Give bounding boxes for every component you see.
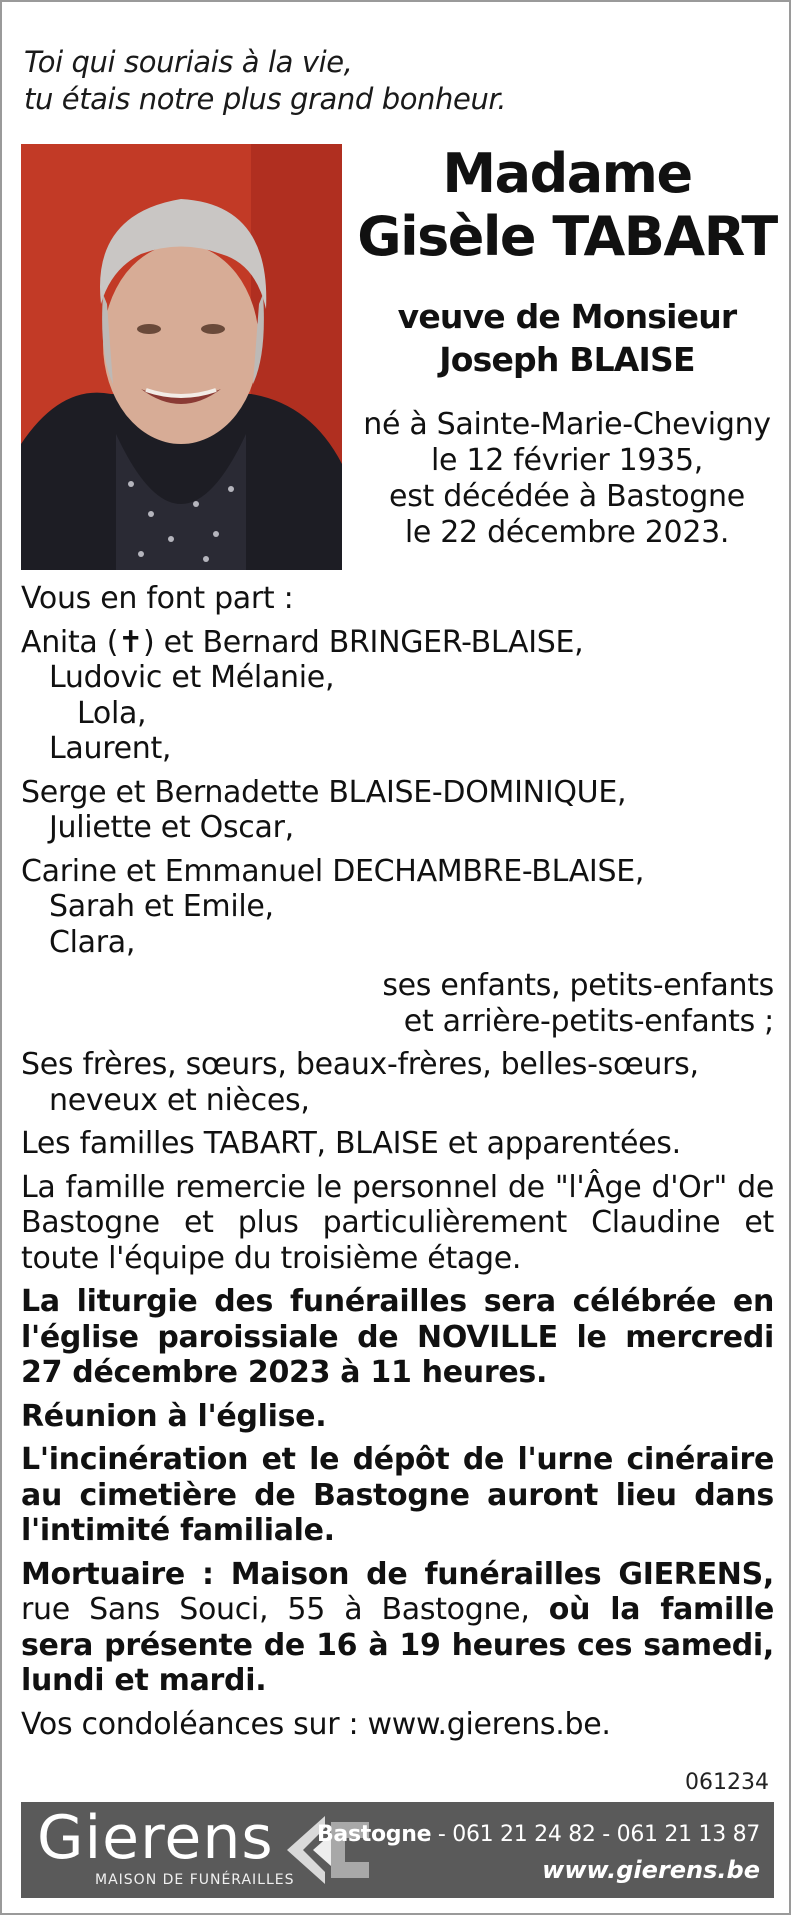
opening-quote <box>24 44 506 118</box>
phone-numbers: - 061 21 24 82 - 061 21 13 87 <box>431 1822 760 1847</box>
deceased-title: Madame <box>442 142 692 205</box>
portrait-illustration <box>21 144 342 570</box>
deceased-name: Gisèle TABART <box>357 205 777 268</box>
family-2-child-1: Juliette et Oscar, <box>49 810 294 845</box>
family-1-child-2: Laurent, <box>49 731 172 766</box>
condolences-line: Vos condoléances sur : www.gierens.be. <box>21 1706 611 1742</box>
mortuary-paragraph <box>21 1557 774 1699</box>
families-line: Les familles TABART, BLAISE et apparentées. <box>21 1126 681 1161</box>
thanks-paragraph: La famille remercie le personnel de "l'Âge d'Or" de Bastogne et plus particulièrement Claudine et toute l'équipe du troisième étage. <box>21 1169 774 1276</box>
siblings-line-2: neveux et nièces, <box>49 1082 310 1118</box>
relation-line-2: et arrière-petits-enfants ; <box>403 1003 774 1039</box>
contact-city: Bastogne <box>316 1822 432 1847</box>
mortuary-presence: où la famille sera présente de 16 à 19 heures ces samedi, lundi et mardi. <box>21 1592 774 1698</box>
life-dates <box>352 407 782 551</box>
deceased-header <box>352 142 782 551</box>
cremation-paragraph: L'incinération et le dépôt de l'urne cinéraire au cimetière de Bastogne auront lieu dans l'intimité familiale. <box>21 1442 774 1548</box>
siblings-line-1: Ses frères, sœurs, beaux-frères, belles-sœurs, <box>21 1047 699 1082</box>
death-date: le 22 décembre 2023. <box>404 515 730 550</box>
quote-line-1: Toi qui souriais à la vie, <box>24 45 353 79</box>
brand-name: Gierens <box>37 1803 274 1873</box>
birth-date: le 12 février 1935, <box>431 443 703 478</box>
website-link[interactable]: www.gierens.be <box>542 1856 760 1884</box>
liturgy-paragraph: La liturgie des funérailles sera célébrée en l'église paroissiale de NOVILLE le mercredi 27 décembre 2023 à 11 heures. <box>21 1284 774 1390</box>
birth-place: né à Sainte-Marie-Chevigny <box>363 407 771 442</box>
quote-line-2: tu étais notre plus grand bonheur. <box>24 82 507 116</box>
spouse-line-2: Joseph BLAISE <box>439 340 695 379</box>
relation-line-1: ses enfants, petits-enfants <box>382 968 774 1003</box>
mortuary-name: Mortuaire : Maison de funérailles GIERENS, <box>21 1556 774 1592</box>
portrait-photo <box>21 144 342 570</box>
reference-number: 061234 <box>685 1770 769 1795</box>
mortuary-address: rue Sans Souci, 55 à Bastogne, <box>21 1592 549 1627</box>
death-place: est décédée à Bastogne <box>389 479 745 514</box>
spouse-info <box>352 295 782 381</box>
family-1: Anita (✝) et Bernard BRINGER-BLAISE, <box>21 624 584 660</box>
family-1-child-1: Ludovic et Mélanie, <box>49 660 335 695</box>
brand-subtitle: MAISON DE FUNÉRAILLES <box>95 1872 295 1888</box>
announcement-body <box>21 581 774 1742</box>
family-2: Serge et Bernadette BLAISE-DOMINIQUE, <box>21 774 627 810</box>
family-3-grandchild-1: Clara, <box>49 924 136 960</box>
family-3-child-1: Sarah et Emile, <box>49 889 274 924</box>
meeting-line: Réunion à l'église. <box>21 1398 327 1434</box>
contact-phones <box>317 1822 760 1847</box>
family-3: Carine et Emmanuel DECHAMBRE-BLAISE, <box>21 853 645 889</box>
funeral-home-banner <box>21 1802 774 1898</box>
spouse-line-1: veuve de Monsieur <box>397 297 737 336</box>
family-1-grandchild-1: Lola, <box>77 695 147 731</box>
intro-line: Vous en font part : <box>21 581 294 616</box>
